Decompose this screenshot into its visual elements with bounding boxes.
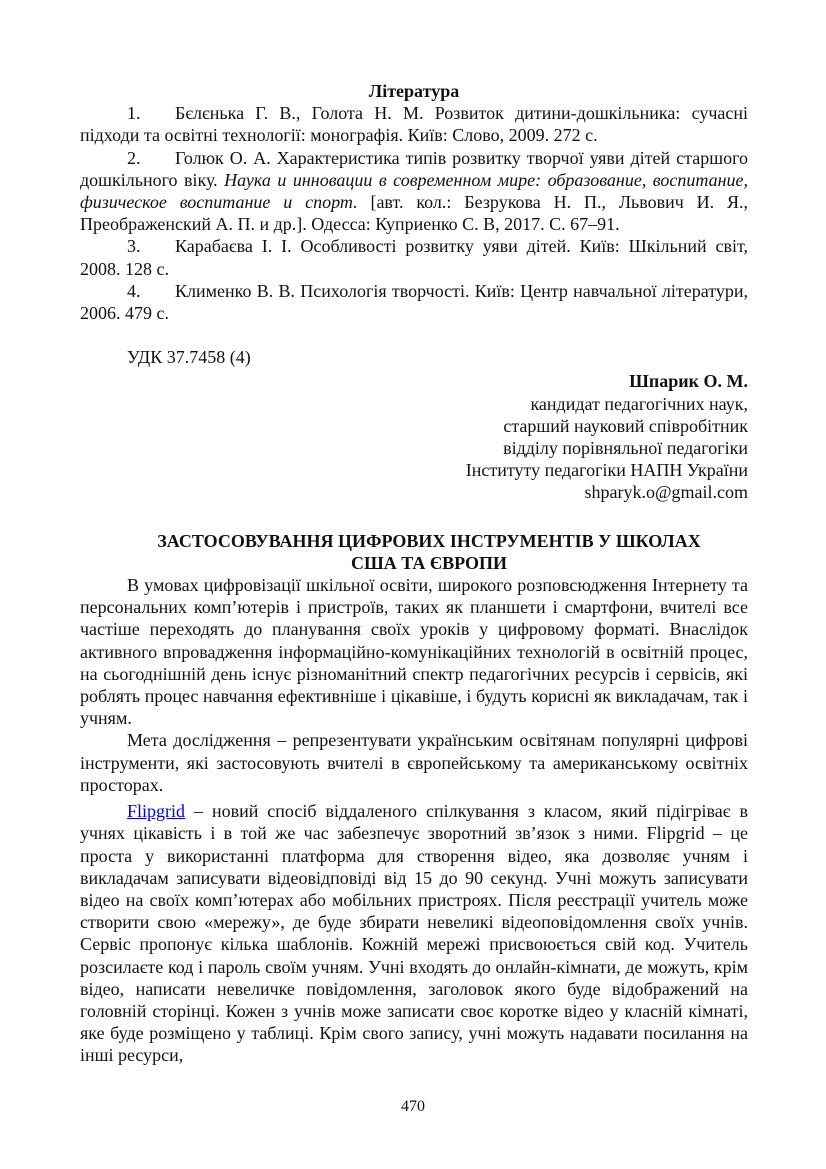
reference-number: 1. — [127, 103, 141, 124]
reference-item-2 — [80, 147, 748, 236]
author-position: старший науковий співробітник — [503, 415, 748, 436]
reference-number: 3. — [127, 236, 141, 257]
reference-text: [авт. кол.: Безрукова Н. П., Львович И. Я., Преображенский А. П. и др.]. Одесса: Куприенко С. В, 2017. С. 67–91. — [80, 192, 749, 235]
spacer — [80, 324, 748, 346]
author-name: Шпарик О. М. — [629, 371, 748, 392]
author-department: відділу порівняльної педагогіки — [503, 438, 748, 459]
reference-item-4 — [80, 280, 748, 324]
article-paragraph-intro: В умовах цифровізації шкільної освіти, широкого розповсюдження Інтернету та персональних комп’ютерів і пристроїв, таких як планшети і смартфони, вчителі все частіше переходять до планування своїх уроків у цифровому форматі. Внаслідок активного впровадження інформаційно-комунікаційних технологій в освітній процес, на сьогоднішній день існує різноманітний спектр педагогічних ресурсів і сервісів, які роблять процес навчання ефективніше і цікавіше, і будуть корисні як викладачам, так і учням. — [80, 575, 748, 729]
author-email[interactable]: shparyk.o@gmail.com — [584, 482, 748, 503]
reference-text: Бєлєнька Г. В., Голота Н. М. Розвиток дитини-дошкільника: сучасні підходи та освітні технології: монографія. Київ: Слово, 2009. 272 с. — [80, 103, 748, 146]
page-content — [80, 80, 748, 1067]
reference-source-title: Наука и инновации в современном мире: образование, воспитание, физическое воспитание и спорт. — [80, 169, 748, 213]
article-paragraph-flipgrid — [80, 800, 748, 1066]
udk-code: УДК 37.7458 (4) — [127, 347, 251, 368]
page-number: 470 — [401, 1098, 425, 1115]
reference-item-1 — [80, 102, 748, 146]
reference-text: Клименко В. В. Психологія творчості. Київ: Центр навчальної літератури, 2006. 479 с. — [80, 280, 748, 324]
reference-number: 2. — [127, 147, 141, 168]
reference-text: Голюк О. А. Характеристика типів розвитку творчої уяви дітей старшого дошкільного віку. — [80, 147, 748, 190]
reference-item-3 — [80, 235, 748, 279]
author-institute: Інституту педагогіки НАПН України — [465, 460, 748, 481]
author-degree: кандидат педагогічних наук, — [530, 393, 748, 414]
references-heading: Література — [368, 81, 460, 101]
flipgrid-link[interactable]: Flipgrid — [127, 801, 186, 822]
spacer — [80, 504, 748, 530]
reference-number: 4. — [127, 280, 141, 301]
article-title-line-2: США ТА ЄВРОПИ — [351, 552, 507, 573]
article-title-line-1: ЗАСТОСОВУВАННЯ ЦИФРОВИХ ІНСТРУМЕНТІВ У ШКОЛАХ — [157, 530, 701, 551]
article-paragraph-goal: Мета дослідження – репрезентувати українським освітянам популярні цифрові інструменти, які застосовують вчителі в європейському та американському освітніх просторах. — [80, 730, 748, 795]
flipgrid-text: – новий спосіб віддаленого спілкування з класом, який підігріває в учнях цікавість і в той же час забезпечує зворотний зв’язок з ними. Flipgrid – це проста у використанні платформа для створення відео, яка дозволяє учням і викладачам записувати відеовідповіді від 15 до 90 секунд. Учні можуть записувати відео на своїх комп’ютерах або мобільних пристроях. Після реєстрації учитель може створити свою «мережу», де буде збирати невеликі відеоповідомлення своїх учнів. Сервіс пропонує кілька шаблонів. Кожній мережі присвоюється свій код. Учитель розсилаєте код і пароль своїм учням. Учні входять до онлайн-кімнати, де можуть, крім відео, написати невеличке повідомлення, заголовок якого буде відображений на головній сторінці. Кожен з учнів може записати своє коротке відео у класній кімнаті, яке буде розміщено у таблиці. Крім свого запису, учні можуть надавати посилання на інші ресурси, — [80, 801, 748, 1066]
reference-text: Карабаєва І. І. Особливості розвитку уяви дітей. Київ: Шкільний світ, 2008. 128 с. — [80, 236, 748, 279]
